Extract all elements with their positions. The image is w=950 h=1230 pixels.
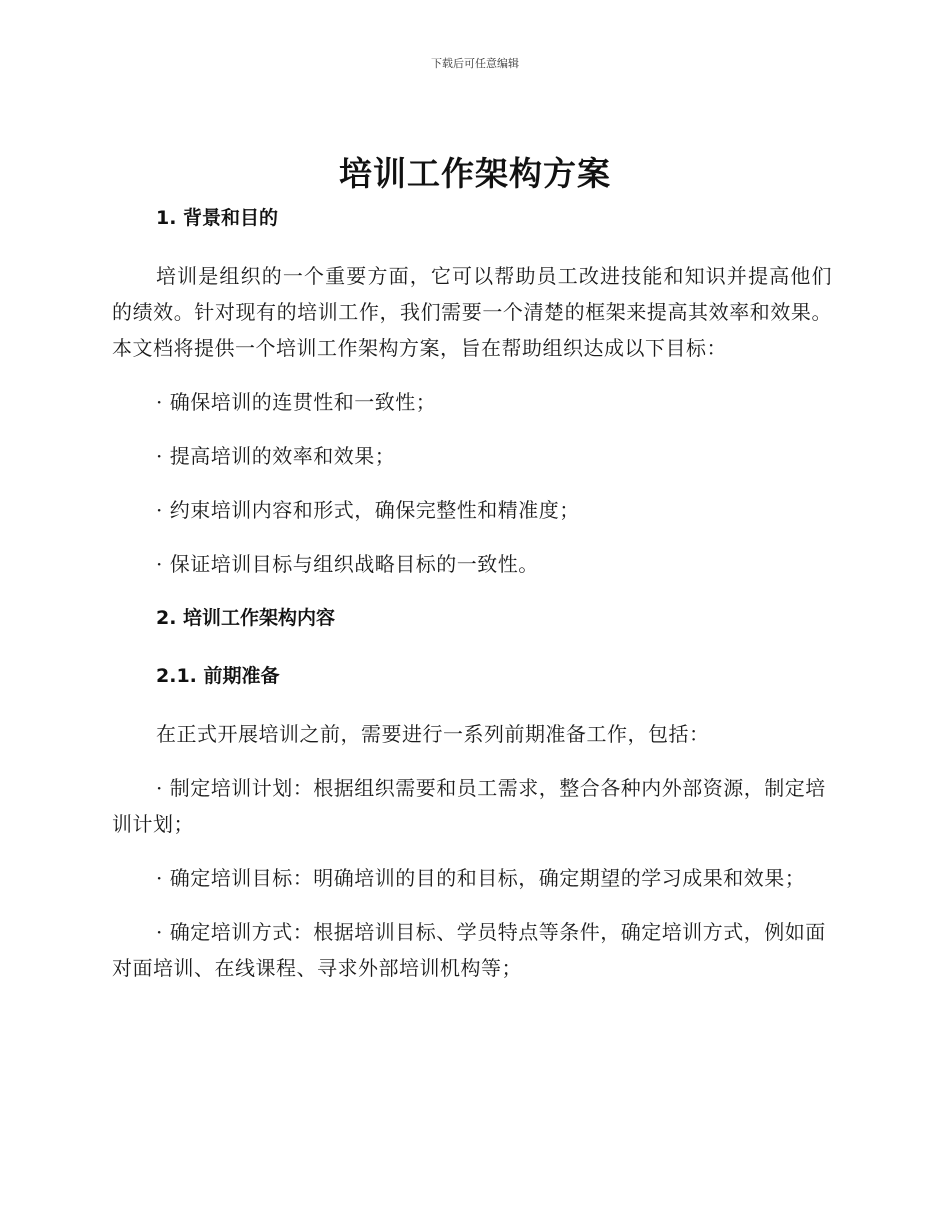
subsection-heading-preparation: 2.1. 前期准备 [156,665,280,687]
subsection-paragraph-preparation: 在正式开展培训之前，需要进行一系列前期准备工作，包括： [156,722,710,746]
section-heading-background: 1. 背景和目的 [156,207,279,229]
header-note: 下载后可任意编辑 [431,57,519,70]
bullet-item: · 确保培训的连贯性和一致性； [156,390,437,414]
bullet-item: · 保证培训目标与组织战略目标的一致性。 [156,552,539,576]
section-heading-framework: 2. 培训工作架构内容 [156,607,336,629]
document-body [112,200,832,1004]
section-paragraph-background: 培训是组织的一个重要方面，它可以帮助员工改进技能和知识并提高他们的绩效。针对现有的培训工作，我们需要一个清楚的框架来提高其效率和效果。本文档将提供一个培训工作架构方案，旨在帮助组织达成以下目标： [112,264,832,360]
bullet-item: · 确定培训目标：明确培训的目的和目标，确定期望的学习成果和效果； [156,866,806,890]
bullet-item: · 提高培训的效率和效果； [156,444,396,468]
bullet-item: · 确定培训方式：根据培训目标、学员特点等条件，确定培训方式，例如面对面培训、在线课程、寻求外部培训机构等； [112,920,826,980]
bullet-item: · 约束培训内容和形式，确保完整性和精准度； [156,498,580,522]
document-title: 培训工作架构方案 [339,154,611,193]
bullet-item: · 制定培训计划：根据组织需要和员工需求，整合各种内外部资源，制定培训计划； [112,776,826,836]
